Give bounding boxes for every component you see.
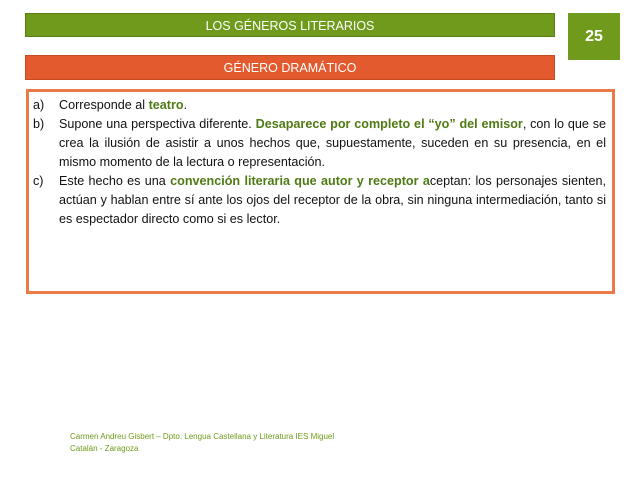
text-run: ceptan: los personajes sienten, actúan y hablan entre sí ante los ojos del receptor de la obra, sin ninguna intermediación, tanto si es espectador directo como si es lector. bbox=[59, 174, 606, 226]
text-run: Corresponde al bbox=[59, 98, 149, 112]
content-box bbox=[26, 89, 615, 294]
list-item-text bbox=[59, 172, 606, 229]
text-run: Supone una perspectiva diferente. bbox=[59, 117, 256, 131]
subtitle-bar bbox=[25, 55, 555, 80]
content-list bbox=[29, 92, 612, 229]
keyword: convención literaria que autor y receptor a bbox=[170, 174, 430, 188]
list-item-text bbox=[59, 115, 606, 172]
list-item bbox=[33, 115, 606, 172]
list-item bbox=[33, 96, 606, 115]
text-run: . bbox=[183, 98, 188, 112]
list-item-text bbox=[59, 96, 606, 115]
text-run: Este hecho es una bbox=[59, 174, 171, 188]
section-title-bar bbox=[25, 13, 555, 37]
keyword: teatro bbox=[148, 98, 184, 112]
footer-line: Catalán - Zaragoza bbox=[70, 444, 139, 453]
keyword: Desaparece por completo el “yo” del emisor bbox=[255, 117, 523, 131]
list-marker: c) bbox=[33, 174, 44, 188]
footer-credits bbox=[70, 431, 400, 455]
list-marker: b) bbox=[33, 117, 45, 131]
section-title: LOS GÉNEROS LITERARIOS bbox=[205, 19, 375, 33]
footer-line: Carmen Andreu Gisbert – Dpto. Lengua Castellana y Literatura IES Miguel bbox=[70, 432, 335, 441]
text-run: , con lo que se crea la ilusión de asistir a unos hechos que, supuestamente, suceden en su presencia, en el mismo momento de la lectura o representación. bbox=[59, 117, 607, 169]
list-item bbox=[33, 172, 606, 229]
subtitle: GÉNERO DRAMÁTICO bbox=[223, 61, 357, 75]
list-marker: a) bbox=[33, 98, 45, 112]
page-number-box bbox=[568, 13, 620, 60]
page-number: 25 bbox=[585, 27, 603, 45]
